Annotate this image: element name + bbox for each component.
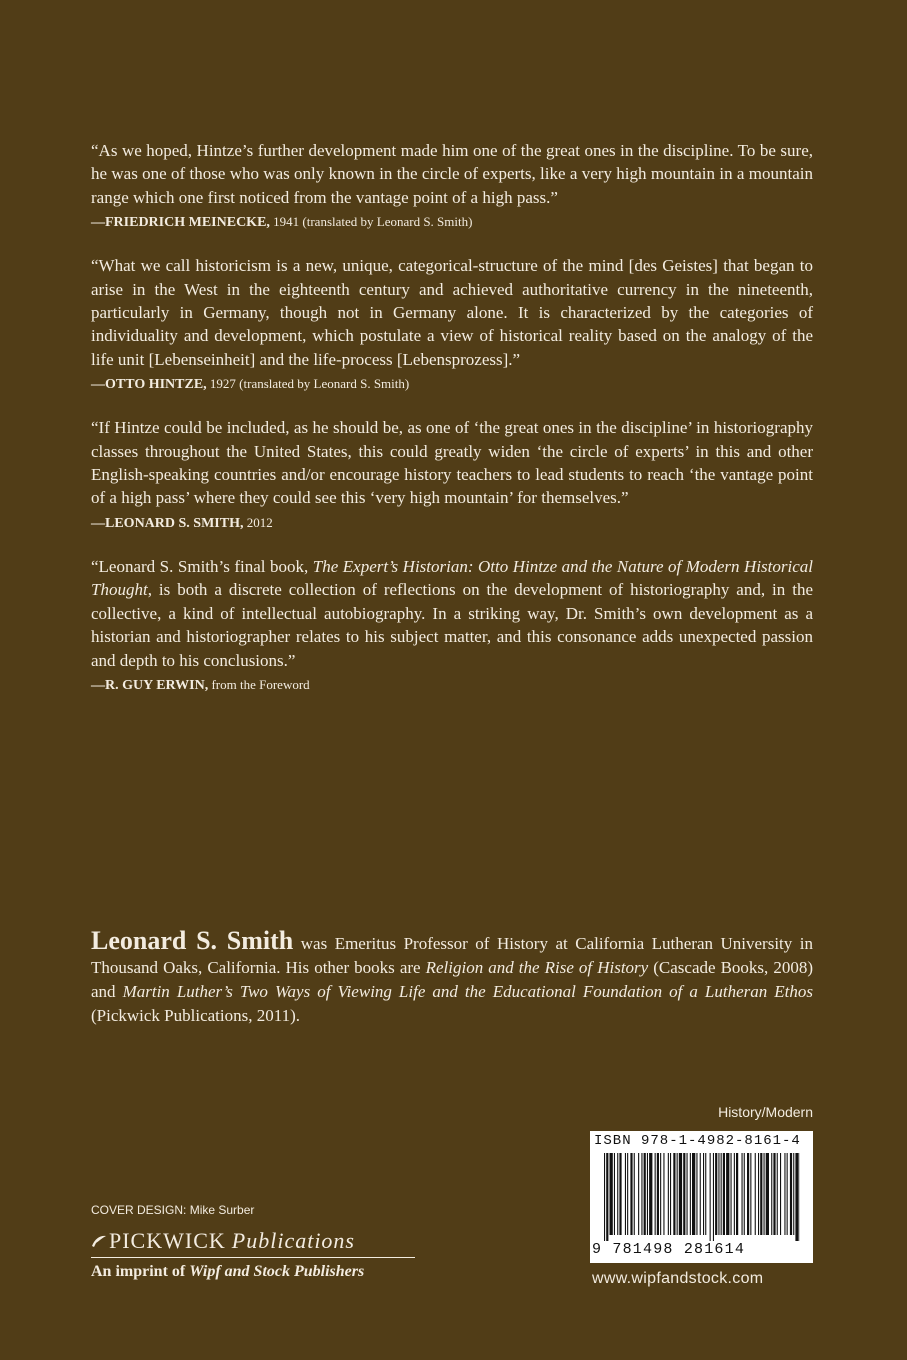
barcode-bar (703, 1153, 704, 1235)
barcode-bar (647, 1153, 648, 1235)
barcode-bar (790, 1153, 792, 1235)
barcode-bar (627, 1153, 628, 1235)
endorsements (91, 139, 813, 717)
barcode-bar (679, 1153, 682, 1235)
barcode-bar (750, 1153, 751, 1235)
attribution-dash: — (91, 515, 105, 531)
attribution-name: OTTO HINTZE, (105, 377, 207, 393)
barcode-bar (723, 1153, 725, 1235)
barcode-bar (734, 1153, 735, 1235)
author-name: Leonard S. Smith (91, 926, 294, 955)
barcode-bar (641, 1153, 642, 1235)
quote-text: “What we call historicism is a new, unique, categorical-structure of the mind [des Geistes] that began to arise in the West in the eighteenth century and achieved authoritative currency in the nineteenth, particularly in Germany, though not in Germany alone. It is characterized by the categories of individuality and development, which postulate a view of historical reality based on the analogy of the life unit [Lebenseinheit] and the life-process [Lebensprozess].” (91, 256, 813, 369)
barcode-bar (744, 1153, 745, 1235)
barcode-bar (758, 1153, 759, 1235)
attribution-name: R. GUY ERWIN, (105, 677, 209, 693)
barcode-bar (700, 1153, 701, 1235)
quote-attribution (91, 375, 813, 394)
quote-attribution (91, 514, 813, 533)
attribution-name: LEONARD S. SMITH, (105, 515, 244, 531)
barcode-bar (721, 1153, 722, 1235)
barcode-bar (760, 1153, 762, 1235)
bio-book-2: Martin Luther’s Two Ways of Viewing Life and the Educational Foundation of a Lutheran Ethos (122, 982, 814, 1001)
barcode-bar (683, 1153, 685, 1235)
attribution-detail: from the Foreword (208, 676, 310, 692)
barcode-bar (787, 1153, 788, 1235)
barcode-bar (649, 1153, 652, 1235)
isbn-barcode (590, 1131, 813, 1263)
barcode-bar (747, 1153, 749, 1235)
barcode-bar (715, 1153, 717, 1235)
barcode-bar (690, 1153, 691, 1235)
barcode-bar (736, 1153, 738, 1235)
barcode-bar (755, 1153, 756, 1235)
barcode-bar (793, 1153, 794, 1235)
publisher-imprint (91, 1263, 415, 1281)
barcode-bar (731, 1153, 732, 1235)
barcode-bar (726, 1153, 729, 1235)
cover-design-label: COVER DESIGN: (91, 1203, 187, 1217)
quote-text: “As we hoped, Hintze’s further development made him one of the great ones in the discipline. To be sure, he was one of those who was only known in the circle of experts, like a very high mountain in a mountain range which one first noticed from the vantage point of a high pass.” (91, 141, 813, 207)
barcode-bar (610, 1153, 613, 1235)
attribution-detail: 1941 (translated by Leonard S. Smith) (269, 214, 473, 230)
bio-text-3: (Pickwick Publications, 2011). (91, 1006, 301, 1025)
publisher-name-italic: Publications (231, 1228, 355, 1253)
barcode-bar (692, 1153, 695, 1235)
barcode-bar (773, 1153, 775, 1235)
barcode-bar (718, 1153, 719, 1235)
barcode-bar (696, 1153, 697, 1235)
barcode-bar (795, 1153, 798, 1241)
publisher-logo (91, 1227, 415, 1281)
barcode-bar (771, 1153, 772, 1235)
barcode-bar (784, 1153, 785, 1235)
feather-icon (91, 1234, 107, 1248)
barcode-bar (638, 1153, 639, 1235)
attribution-detail: 1927 (translated by Leonard S. Smith) (206, 376, 410, 392)
barcode-bar (673, 1153, 675, 1235)
attribution-name: FRIEDRICH MEINECKE, (105, 215, 270, 231)
barcode-bar (663, 1153, 664, 1235)
quote-meinecke (91, 139, 813, 232)
barcode-bar (660, 1153, 661, 1235)
barcode-bar (630, 1153, 632, 1235)
barcode-bar (655, 1153, 656, 1235)
cover-design-credit (91, 1203, 254, 1217)
barcode-bars (604, 1153, 800, 1241)
bio-text-1: was Emeritus Professor of History at California Lutheran University in Thousand Oaks, California. His other books are (91, 934, 813, 977)
attribution-detail: 2012 (243, 514, 273, 530)
book-title: The Expert’s Historian: Otto Hintze and the Nature of Modern Historical Thought (91, 556, 813, 600)
publisher-name (91, 1227, 415, 1255)
barcode-bar (670, 1153, 671, 1235)
quote-attribution (91, 676, 813, 695)
barcode-bar (614, 1153, 615, 1235)
quote-text-pre: “Leonard S. Smith’s final book, (91, 556, 313, 576)
barcode-bar (742, 1153, 743, 1235)
barcode-bar (619, 1153, 621, 1235)
author-bio (91, 926, 814, 1028)
imprint-pre: An imprint of (91, 1263, 190, 1280)
barcode-bar (604, 1153, 605, 1241)
barcode-bar (777, 1153, 778, 1235)
imprint-parent: Wipf and Stock Publishers (189, 1263, 365, 1280)
barcode-bar (713, 1153, 714, 1241)
attribution-dash: — (91, 677, 105, 693)
barcode-bar (780, 1153, 781, 1235)
publisher-name-main: PICKWICK (109, 1228, 226, 1253)
quote-text-post: , is both a discrete collection of reflections on the development of historiography and, in the collective, a kind of intellectual autobiography. In a striking way, Dr. Smith’s own development as a historian and historiographer relates to his subject matter, and this consonance adds unexpected passion and depth to his conclusions.” (91, 580, 813, 670)
bio-book-1: Religion and the Rise of History (425, 958, 649, 977)
barcode-bar (710, 1153, 711, 1241)
barcode-bar (687, 1153, 688, 1235)
quote-smith (91, 416, 813, 533)
bio-text-2: (Cascade Books, 2008) and (91, 958, 813, 1001)
barcode-bar (764, 1153, 765, 1235)
attribution-dash: — (91, 377, 105, 393)
barcode-bar (766, 1153, 769, 1235)
cover-designer: Mike Surber (186, 1203, 255, 1217)
barcode-bar (617, 1153, 618, 1235)
quote-hintze (91, 254, 813, 394)
quote-attribution (91, 213, 813, 232)
quote-text: “If Hintze could be included, as he should be, as one of ‘the great ones in the discipline’ in historiography classes throughout the United States, this could greatly widen ‘the circle of experts’ in this and other English-speaking countries and/or encourage history teachers to lead students to reach ‘the vantage point of a high pass’ where they could see this ‘very high mountain’ for themselves.” (91, 418, 813, 508)
barcode-bar (668, 1153, 669, 1235)
quote-erwin (91, 555, 813, 695)
barcode-bar (644, 1153, 646, 1235)
barcode-bar (625, 1153, 626, 1235)
barcode-bar (705, 1153, 706, 1235)
publisher-website: www.wipfandstock.com (592, 1270, 764, 1287)
publisher-rule (91, 1257, 415, 1258)
isbn-text: ISBN 978-1-4982-8161-4 (594, 1133, 801, 1149)
barcode-bar (634, 1153, 635, 1235)
barcode-bar (677, 1153, 678, 1235)
quote-text (91, 555, 813, 672)
attribution-dash: — (91, 215, 105, 231)
barcode-bar (657, 1153, 659, 1235)
ean-digits: 9 781498 281614 (592, 1241, 746, 1258)
barcode-bar (606, 1153, 608, 1241)
category-label: History/Modern (718, 1104, 813, 1120)
